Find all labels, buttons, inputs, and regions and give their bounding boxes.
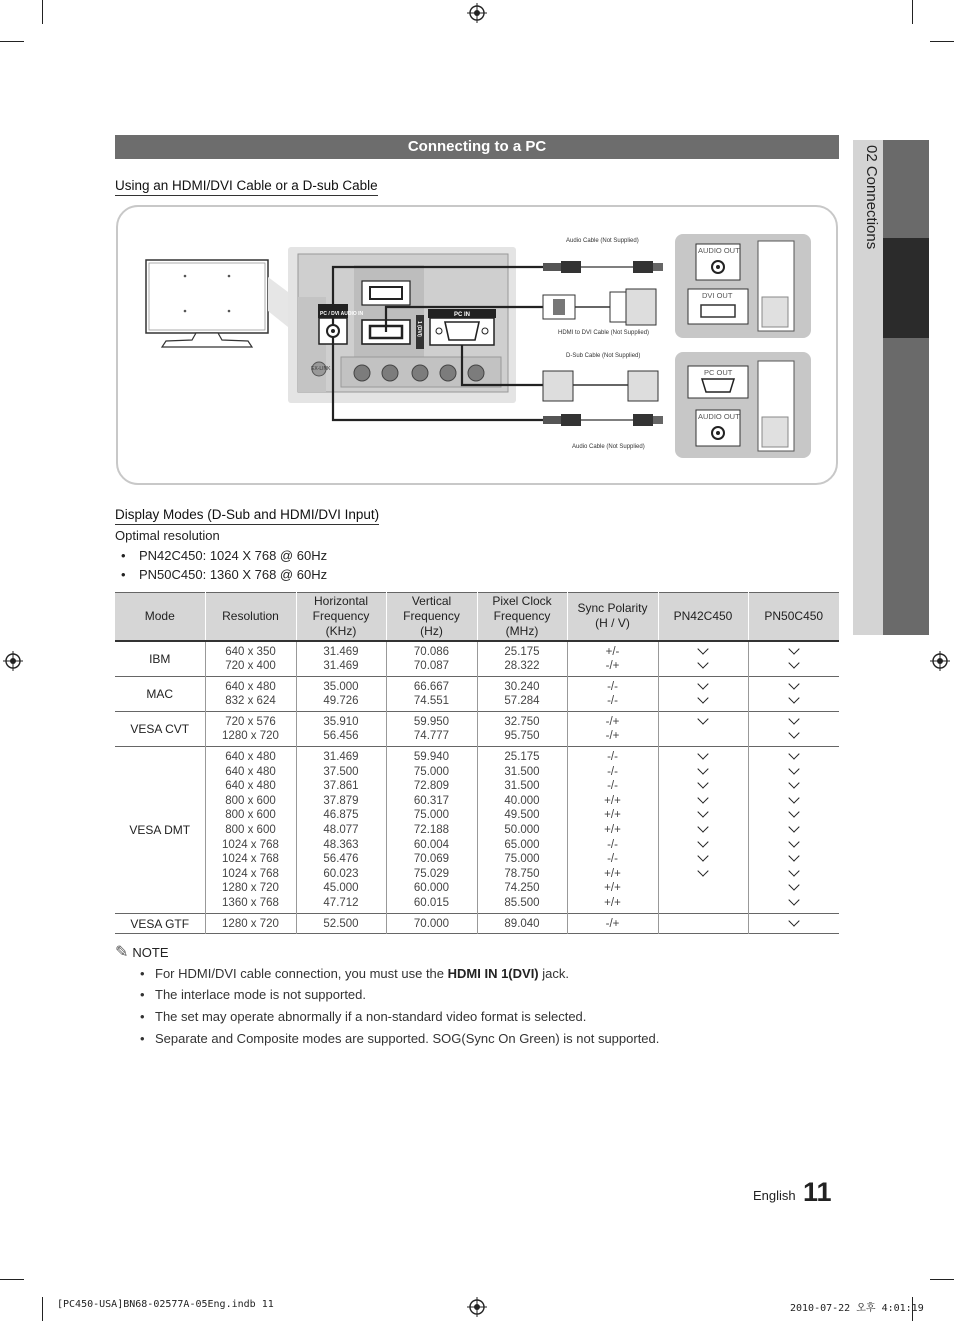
cable-connectors xyxy=(543,261,663,426)
value-cell: 32.750 95.750 xyxy=(477,711,567,746)
subsection-title-display-modes: Display Modes (D-Sub and HDMI/DVI Input) xyxy=(115,507,379,525)
crop-mark xyxy=(0,1279,24,1280)
support-cell xyxy=(748,676,839,711)
support-cell xyxy=(748,641,839,677)
support-cell xyxy=(658,747,748,914)
side-tab-label: 02 Connections xyxy=(863,145,880,250)
value-cell: 640 x 350 720 x 400 xyxy=(205,641,296,677)
value-cell: 52.500 xyxy=(296,913,386,934)
value-cell: 35.000 49.726 xyxy=(296,676,386,711)
table-header-cell: Pixel Clock Frequency (MHz) xyxy=(477,593,567,641)
support-cell xyxy=(748,747,839,914)
value-cell: 89.040 xyxy=(477,913,567,934)
value-cell: +/- -/+ xyxy=(567,641,658,677)
check-mark-icon xyxy=(787,729,801,744)
crop-mark xyxy=(930,1279,954,1280)
side-tab-active-marker xyxy=(883,238,929,338)
registration-mark-icon xyxy=(467,1297,487,1317)
value-cell: 1280 x 720 xyxy=(205,913,296,934)
print-slug-file: [PC450-USA]BN68-02577A-05Eng.indb 11 xyxy=(57,1299,274,1310)
table-row xyxy=(115,641,839,677)
mode-cell: VESA DMT xyxy=(129,823,191,838)
section-title: Connecting to a PC xyxy=(115,135,839,159)
connection-diagram-illustration xyxy=(118,207,836,483)
optimal-resolution-label: Optimal resolution xyxy=(115,528,220,543)
support-cell xyxy=(748,913,839,934)
value-cell: 31.469 31.469 xyxy=(296,641,386,677)
check-mark-icon xyxy=(696,694,710,709)
value-cell: 70.000 xyxy=(386,913,477,934)
value-cell: 66.667 74.551 xyxy=(386,676,477,711)
support-cell xyxy=(658,676,748,711)
table-header-cell: Horizontal Frequency (KHz) xyxy=(296,593,386,641)
mode-cell: VESA CVT xyxy=(130,722,190,737)
check-mark-icon xyxy=(787,917,801,932)
table-header-cell: Resolution xyxy=(205,593,296,641)
registration-mark-icon xyxy=(930,651,950,671)
note-item: • For HDMI/DVI cable connection, you must use the HDMI IN 1(DVI) jack. xyxy=(140,966,569,981)
label-pc2-pc-out: PC OUT xyxy=(704,368,733,377)
value-cell: -/- -/- -/- +/+ +/+ +/+ -/- -/- +/+ +/+ +/+ xyxy=(567,747,658,914)
table-header-cell: Mode xyxy=(115,593,205,641)
check-mark-icon xyxy=(787,896,801,911)
table-header-cell: PN42C450 xyxy=(658,593,748,641)
label-pc1-audio-out: AUDIO OUT xyxy=(698,246,740,255)
value-cell: 25.175 31.500 31.500 40.000 49.500 50.000 65.000 75.000 78.750 74.250 85.500 xyxy=(477,747,567,914)
value-cell: 720 x 576 1280 x 720 xyxy=(205,711,296,746)
check-mark-icon xyxy=(696,867,710,882)
table-header-row xyxy=(115,593,839,641)
registration-mark-icon xyxy=(467,3,487,23)
value-cell: 640 x 480 640 x 480 640 x 480 800 x 600 800 x 600 800 x 600 1024 x 768 1024 x 768 1024 x 768 1280 x 720 1360 x 768 xyxy=(205,747,296,914)
value-cell: 25.175 28.322 xyxy=(477,641,567,677)
note-item: • The set may operate abnormally if a non-standard video format is selected. xyxy=(140,1009,587,1024)
table-row xyxy=(115,711,839,746)
note-item: • The interlace mode is not supported. xyxy=(140,987,367,1002)
label-pc-dvi-audio-in: PC / DVI AUDIO IN xyxy=(320,311,364,317)
check-mark-icon xyxy=(696,715,710,730)
crop-mark xyxy=(930,41,954,42)
value-cell: -/+ -/+ xyxy=(567,711,658,746)
label-pc1-dvi-out: DVI OUT xyxy=(702,291,733,300)
mode-cell: IBM xyxy=(149,651,171,666)
footer-language: English xyxy=(753,1188,796,1203)
label-pc2-audio-out: AUDIO OUT xyxy=(698,412,740,421)
check-mark-icon xyxy=(787,694,801,709)
label-hdmi-dvi: 1 (DVI) xyxy=(416,321,422,337)
support-cell xyxy=(658,711,748,746)
table-row xyxy=(115,676,839,711)
value-cell: -/+ xyxy=(567,913,658,934)
crop-mark xyxy=(42,0,43,24)
value-cell: -/- -/- xyxy=(567,676,658,711)
table-row xyxy=(115,747,839,914)
support-cell xyxy=(658,641,748,677)
note-item: • Separate and Composite modes are supported. SOG(Sync On Green) is not supported. xyxy=(140,1031,660,1046)
connection-diagram xyxy=(116,205,838,485)
optimal-resolution-item: • PN50C450: 1360 X 768 @ 60Hz xyxy=(121,567,328,582)
print-slug-date: 2010-07-22 오후 4:01:19 xyxy=(790,1303,924,1314)
value-cell: 59.940 75.000 72.809 60.317 75.000 72.188 60.004 70.069 75.029 60.000 60.015 xyxy=(386,747,477,914)
note-pencil-icon: ✎ xyxy=(115,944,129,961)
optimal-resolution-item: • PN42C450: 1024 X 768 @ 60Hz xyxy=(121,548,328,563)
label-ex-link: EX-LINK xyxy=(311,366,331,372)
value-cell: 31.469 37.500 37.861 37.879 46.875 48.077 48.363 56.476 60.023 45.000 47.712 xyxy=(296,747,386,914)
tv-illustration xyxy=(146,260,288,347)
label-hdmi-dvi-cable: HDMI to DVI Cable (Not Supplied) xyxy=(558,330,650,336)
crop-mark xyxy=(42,1297,43,1321)
check-mark-icon xyxy=(787,659,801,674)
table-header-cell: Sync Polarity (H / V) xyxy=(567,593,658,641)
page-number: 11 xyxy=(803,1177,832,1207)
label-audio-cable-bottom: Audio Cable (Not Supplied) xyxy=(572,444,645,450)
value-cell: 640 x 480 832 x 624 xyxy=(205,676,296,711)
support-cell xyxy=(658,913,748,934)
label-audio-cable-top: Audio Cable (Not Supplied) xyxy=(566,238,639,244)
value-cell: 70.086 70.087 xyxy=(386,641,477,677)
check-mark-icon xyxy=(696,659,710,674)
mode-cell: VESA GTF xyxy=(130,916,190,931)
table-row xyxy=(115,913,839,934)
crop-mark xyxy=(912,0,913,24)
label-dsub-cable: D-Sub Cable (Not Supplied) xyxy=(566,353,641,359)
label-pc-in: PC IN xyxy=(454,312,471,318)
side-tab-strip xyxy=(883,140,929,635)
display-modes-table xyxy=(115,592,839,934)
value-cell: 35.910 56.456 xyxy=(296,711,386,746)
note-heading: ✎ NOTE xyxy=(115,944,169,961)
value-cell: 30.240 57.284 xyxy=(477,676,567,711)
registration-mark-icon xyxy=(3,651,23,671)
subsection-title-cables: Using an HDMI/DVI Cable or a D-sub Cable xyxy=(115,178,378,196)
table-header-cell: Vertical Frequency (Hz) xyxy=(386,593,477,641)
value-cell: 59.950 74.777 xyxy=(386,711,477,746)
mode-cell: MAC xyxy=(146,686,174,701)
crop-mark xyxy=(0,41,24,42)
table-body xyxy=(115,641,839,934)
support-cell xyxy=(748,711,839,746)
table-header-cell: PN50C450 xyxy=(748,593,839,641)
